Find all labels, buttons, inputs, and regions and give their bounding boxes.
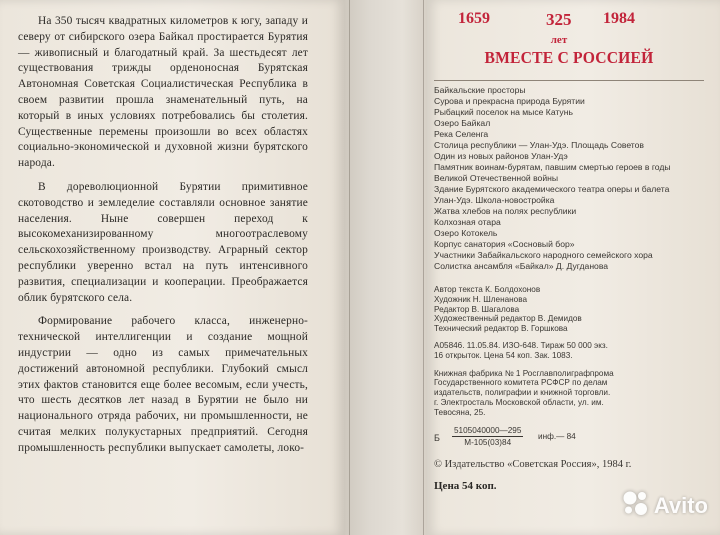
contents-item: Жатва хлебов на полях республики	[434, 206, 577, 216]
contents-item: Один из новых районов Улан-Удэ	[434, 151, 568, 161]
publication-info	[434, 341, 704, 361]
contents-item: Улан-Удэ. Школа-новостройка	[434, 195, 555, 205]
contents-item: Памятник воинам-бурятам, павшим смертью героев в годы Великой Отечественной войны	[434, 162, 671, 183]
code-fraction	[452, 425, 523, 448]
credits-block	[434, 285, 704, 334]
right-page	[427, 0, 720, 535]
year-end: 1984	[603, 10, 635, 27]
right-page-content	[434, 10, 704, 492]
avito-watermark	[621, 489, 708, 523]
printer-line: г. Электросталь Московской области, ул. им.	[434, 397, 604, 407]
watermark-text: Avito	[653, 493, 708, 518]
code-letter: Б	[434, 432, 440, 443]
printer-line: Книжная фабрика № 1 Росглавполиграфпрома	[434, 368, 614, 378]
contents-item: Байкальские просторы	[434, 85, 526, 95]
publication-line: 16 открыток. Цена 54 коп. Зак. 1083.	[434, 350, 573, 360]
printer-line: Тевосяна, 25.	[434, 407, 486, 417]
contents-item: Река Селенга	[434, 129, 489, 139]
year-start: 1659	[458, 10, 490, 27]
years-count: 325	[546, 10, 572, 29]
publication-line: А05846. 11.05.84. ИЗО-648. Тираж 50 000 экз.	[434, 340, 608, 350]
contents-list	[434, 85, 704, 272]
left-page-text	[18, 14, 308, 457]
price-line: Цена 54 коп.	[434, 479, 497, 492]
copyright-line: © Издательство «Советская Россия», 1984 г.	[434, 458, 632, 470]
catalog-code	[434, 425, 704, 453]
fold-line	[349, 0, 350, 535]
code-numerator: 5105040000—295	[454, 425, 522, 435]
years-header	[434, 10, 704, 32]
fold-line	[423, 0, 424, 535]
title-rule	[434, 80, 704, 81]
printer-line: Государственного комитета РСФСР по делам	[434, 378, 608, 388]
contents-item: Солистка ансамбля «Байкал» Д. Дугданова	[434, 261, 609, 271]
contents-item: Участники Забайкальского народного семейского хора	[434, 250, 653, 260]
contents-item: Столица республики — Улан-Удэ. Площадь Советов	[434, 140, 644, 150]
contents-item: Озеро Котокель	[434, 228, 498, 238]
contents-item: Озеро Байкал	[434, 118, 491, 128]
printer-line: издательств, полиграфии и книжной торговли.	[434, 388, 611, 398]
printer-info	[434, 369, 704, 418]
credit-line: Редактор В. Шагалова	[434, 304, 520, 314]
credit-line: Художественный редактор В. Демидов	[434, 314, 582, 324]
paragraph-1: На 350 тысяч квадратных километров к югу, западу и северу от сибирского озера Байкал простирается Бурятия — живописный и благодатный край. За шестьдесят лет существования трижды орденоносная Бурятская Автономная Советская Социалистическая Республика в своем развитии прошла знаменательный путь, на который в иных условиях потребовались бы столетия. Существенные перемены произошли во всех областях социально-экономической и духовной жизни бурятского народа.	[18, 15, 308, 170]
paragraph-3: Формирование рабочего класса, инженерно-технической интеллигенции и создание мощной индустрии — одно из самых примечательных достижений автономной республики. Глубокий смысл этих фактов становится еще более весомым, если учесть, что шесть десятков лет назад в Бурятии не было ни национального отряда рабочих, ни промышленности, не считая мелких полукустарных предприятий. Сегодня промышленность республики выпускает самолеты, локо-	[18, 315, 308, 454]
years-word: лет	[550, 34, 568, 46]
contents-item: Сурова и прекрасна природа Бурятии	[434, 96, 585, 106]
credit-line: Технический редактор В. Горшкова	[434, 324, 568, 334]
left-page	[0, 0, 345, 535]
code-denominator: М-105(03)84	[464, 437, 512, 447]
paragraph-2: В дореволюционной Бурятии примитивное скотоводство и земледелие составляли основное занятие населения. Ныне совершен переход к высокомеханизированному многоотраслевому сельскохозяйственному производству. Аграрный сектор республики уверенно встал на путь интенсивного развития, специализации и кооперации. Преображается облик бурятского села.	[18, 180, 308, 304]
contents-item: Здание Бурятского академического театра оперы и балета	[434, 184, 670, 194]
contents-item: Рыбацкий поселок на мысе Катунь	[434, 107, 573, 117]
credit-line: Художник Н. Шленанова	[434, 294, 528, 304]
contents-item: Колхозная отара	[434, 217, 501, 227]
code-info: инф.— 84	[538, 431, 576, 441]
contents-item: Корпус санатория «Сосновый бор»	[434, 239, 575, 249]
book-title: ВМЕСТЕ С РОССИЕЙ	[484, 48, 654, 67]
book-gutter	[345, 0, 427, 535]
credit-line: Автор текста К. Болдохонов	[434, 285, 541, 294]
avito-logo-icon	[621, 489, 649, 523]
